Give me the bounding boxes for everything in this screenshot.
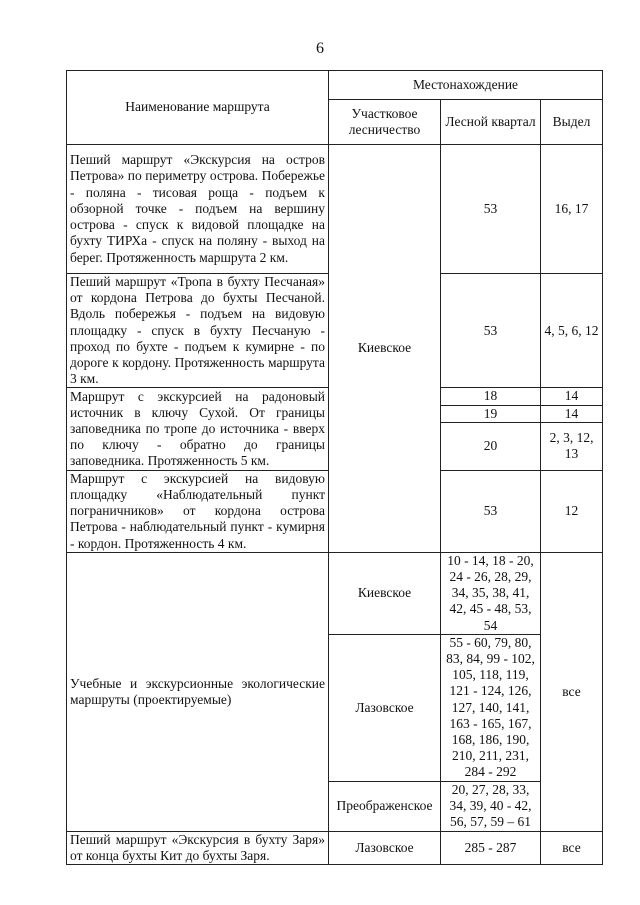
plot-cell: 12 [541, 470, 603, 552]
table-row [67, 831, 603, 864]
route-description: Пеший маршрут «Тропа в бухту Песчаная» от кордона Петрова до бухты Песчаной. Вдоль побережья - подъем на видовую площадку - спуск в бухту Песчаную - проход по бухте - подъем к кумирне - по дороге к кордону. Протяженность маршрута 3 км. [67, 274, 329, 388]
forestry-cell: Лазовское [329, 831, 441, 864]
quarter-cell: 285 - 287 [441, 831, 541, 864]
plot-cell: 2, 3, 12, 13 [541, 422, 603, 470]
table-row [67, 145, 603, 274]
header-location: Местонахождение [329, 71, 603, 100]
plot-cell: 14 [541, 388, 603, 405]
header-district-forestry: Участковое лесничество [329, 100, 441, 145]
quarter-cell: 53 [441, 145, 541, 274]
routes-table [66, 70, 603, 865]
page-number: 6 [316, 40, 324, 57]
header-plot: Выдел [541, 100, 603, 145]
quarter-cell: 55 - 60, 79, 80, 83, 84, 99 - 102, 105, 118, 119, 121 - 124, 126, 127, 140, 141, 163 - 165, 167, 168, 186, 190, 210, 211, 231, 284 - 292 [441, 634, 541, 781]
forestry-cell: Лазовское [329, 634, 441, 781]
quarter-cell: 10 - 14, 18 - 20, 24 - 26, 28, 29, 34, 35, 38, 41, 42, 45 - 48, 53, 54 [441, 552, 541, 634]
plot-cell: 4, 5, 6, 12 [541, 274, 603, 388]
quarter-cell: 19 [441, 405, 541, 422]
plot-cell: все [541, 831, 603, 864]
route-description: Пеший маршрут «Экскурсия в бухту Заря» от конца бухты Кит до бухты Заря. [67, 831, 329, 864]
route-description: Учебные и экскурсионные экологические маршруты (проектируемые) [67, 552, 329, 831]
quarter-cell: 53 [441, 274, 541, 388]
quarter-cell: 53 [441, 470, 541, 552]
header-route-name: Наименование маршрута [67, 71, 329, 145]
header-forest-quarter: Лесной квартал [441, 100, 541, 145]
quarter-cell: 20, 27, 28, 33, 34, 39, 40 - 42, 56, 57, 59 – 61 [441, 781, 541, 831]
forestry-cell: Преображенское [329, 781, 441, 831]
forestry-cell: Киевское [329, 145, 441, 553]
plot-cell: все [541, 552, 603, 831]
plot-cell: 16, 17 [541, 145, 603, 274]
route-description: Пеший маршрут «Экскурсия на остров Петрова» по периметру острова. Побережье - поляна - тисовая роща - подъем к обзорной точке - подъем на вершину острова - спуск к видовой площадке на бухту ТИРХа - спуск на поляну - выход на берег. Протяженность маршрута 2 км. [67, 145, 329, 274]
quarter-cell: 20 [441, 422, 541, 470]
quarter-cell: 18 [441, 388, 541, 405]
table-row [67, 552, 603, 634]
forestry-cell: Киевское [329, 552, 441, 634]
route-description: Маршрут с экскурсией на радоновый источник в ключу Сухой. От границы заповедника по тропе до источника - вверх по ключу - обратно до границы заповедника. Протяженность 5 км. [67, 388, 329, 470]
plot-cell: 14 [541, 405, 603, 422]
route-description: Маршрут с экскурсией на видовую площадку «Наблюдательный пункт пограничников» от кордона острова Петрова - наблюдательный пункт - кумирня - кордон. Протяженность 4 км. [67, 470, 329, 552]
